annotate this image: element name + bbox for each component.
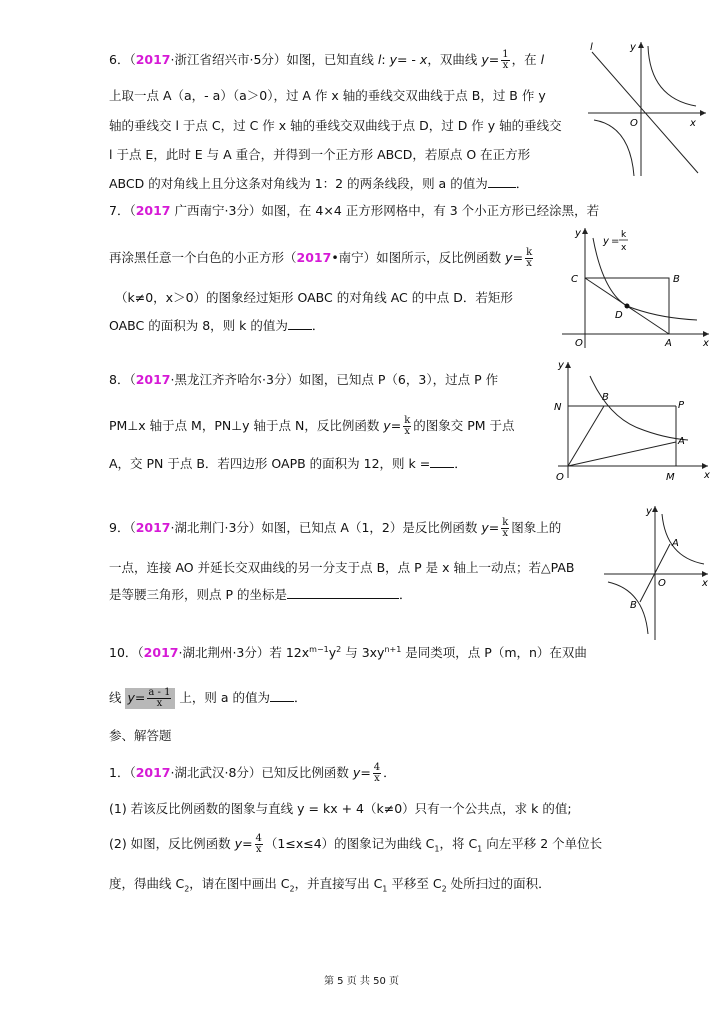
svg-text:y: y [558,360,564,371]
problem-8-line-1: 8．（2017·黑龙江齐齐哈尔·3分）如图，已知点 P（6，3），过点 P 作 [109,372,499,387]
fig7-equation [602,230,628,253]
problem-8-line-3: A，交 PN 于点 B．若四边形 OAPB 的面积为 12，则 k = ． [109,456,467,471]
answer-blank [288,329,312,330]
problem-9-line-2: 一点，连接 AO 并延长交双曲线的另一分支于点 B，点 P 是 x 轴上一动点；若△PAB [109,560,575,575]
problem-9-line-1: 9．（2017·湖北荆门·3分）如图，已知点 A（1，2）是反比例函数 y= $\frac{k}{x}$ 图象上的 [109,517,562,539]
problem-7-line-4: OABC 的面积为 8，则 k 的值为 ． [109,318,325,333]
svg-text:A: A [678,436,685,447]
svg-text:D: D [615,310,623,321]
svg-text:P: P [678,400,685,411]
svg-text:O: O [556,472,564,483]
question-1-part-2-cont: 度，得曲线 $C_2$，请在图中画出 $C_2$，并直接写出 $C_1$ 平移至 $C_2$ 处所扫过的面积． [109,876,551,894]
fraction-k-over-x: $\frac{k}{x}$ [404,415,411,437]
svg-text:k: k [621,230,627,240]
svg-text:N: N [554,402,562,413]
figure-6-hyperbola-line [578,38,708,178]
svg-text:O: O [575,338,583,349]
problem-7-line-3: （k≠0，x＞0）的图象经过矩形 OABC 的对角线 AC 的中点 D．若矩形 [115,290,513,305]
question-1-line-1: 1．（2017·湖北武汉·8分）已知反比例函数 y= $\frac{4}{x}$ ． [109,762,396,784]
figure-9-hyperbola-points [600,502,712,642]
problem-8-line-2: PM⊥x 轴于点 M，PN⊥y 轴于点 N，反比例函数 y= $\frac{k}{x}$ 的图象交 PM 于点 [109,415,515,437]
answer-blank [287,598,399,599]
svg-text:C: C [571,274,578,285]
fraction-k-over-x: $\frac{k}{x}$ [502,517,509,539]
highlighted-formula: y= $\frac{a - 1}{x}$ [125,688,175,709]
question-1-part-2: (2) 如图，反比例函数 y= $\frac{4}{x}$ （1≤x≤4）的图象记为曲线 $C_1$，将 $C_1$ 向左平移 2 个单位长 [109,833,603,855]
svg-text:y: y [603,236,609,247]
fig6-label-l: l [590,42,593,53]
question-1-part-1: (1) 若该反比例函数的图象与直线 y = kx + 4（k≠0）只有一个公共点，求 k 的值; [109,801,572,816]
problem-7-line-2: 再涂黑任意一个白色的小正方形（2017•南宁）如图所示，反比例函数 y= $\frac{k}{x}$ [109,247,533,269]
svg-text:y: y [575,228,581,239]
page-footer: 第 5 页 共 50 页 [324,976,399,987]
fig6-label-x: x [690,118,696,129]
answer-blank [430,467,454,468]
fig6-label-y: y [630,42,636,53]
problem-7-line-1: 7．（2017 广西南宁·3分）如图，在 4×4 正方形网格中，有 3 个小正方形已经涂黑，若 [109,203,600,218]
svg-text:x: x [704,470,710,481]
section-heading: 参、解答题 [109,728,172,743]
problem-6-line-4: l 于点 E，此时 E 与 A 重合，并得到一个正方形 ABCD，若原点 O 在正方形 [109,147,531,162]
svg-text:x: x [702,578,708,589]
svg-text:O: O [658,578,666,589]
svg-text:A: A [665,338,672,349]
svg-text:=: = [611,236,620,247]
problem-10-line-2: 线 y= $\frac{a - 1}{x}$ 上，则 a 的值为 ． [109,687,307,709]
answer-blank [270,701,294,702]
problem-6-line-1: 6．（2017·浙江省绍兴市·5分）如图，已知直线 l: y= - x，双曲线 y= $\frac{1}{x}$ ，在 l [109,49,545,71]
problem-9-line-3: 是等腰三角形，则点 P 的坐标是 ． [109,587,412,602]
svg-text:y: y [646,506,652,517]
problem-6-line-5: ABCD 的对角线上且分这条对角线为 1：2 的两条线段，则 a 的值为 ． [109,176,529,191]
fig6-label-o: O [630,118,638,129]
problem-6-line-2: 上取一点 A（a，- a）（a＞0），过 A 作 x 轴的垂线交双曲线于点 B，过 B 作 y [109,88,546,103]
fraction-4-over-x: $\frac{4}{x}$ [255,833,262,855]
svg-text:B: B [673,274,680,285]
fraction-k-over-x: $\frac{k}{x}$ [526,247,533,269]
figure-8-rectangle-hyperbola [548,356,713,486]
svg-text:x: x [621,243,627,253]
svg-text:A: A [672,538,679,549]
svg-text:M: M [666,472,675,483]
problem-6-line-3: 轴的垂线交 l 于点 C，过 C 作 x 轴的垂线交双曲线于点 D，过 D 作 y 轴的垂线交 [109,118,562,133]
fraction-1-over-x: $\frac{1}{x}$ [502,49,509,71]
svg-text:x: x [703,338,709,349]
answer-blank [488,187,516,188]
problem-10-line-1: 10．（2017·湖北荆州·3分）若 $12x^{m-1}y^2$ 与 $3xy^{n+1}$ 是同类项，点 P（m，n）在双曲 [109,645,587,661]
svg-text:B: B [602,392,609,403]
figure-7-rectangle-hyperbola [557,222,712,352]
svg-text:B: B [630,600,637,611]
fraction-4-over-x: $\frac{4}{x}$ [373,762,381,784]
